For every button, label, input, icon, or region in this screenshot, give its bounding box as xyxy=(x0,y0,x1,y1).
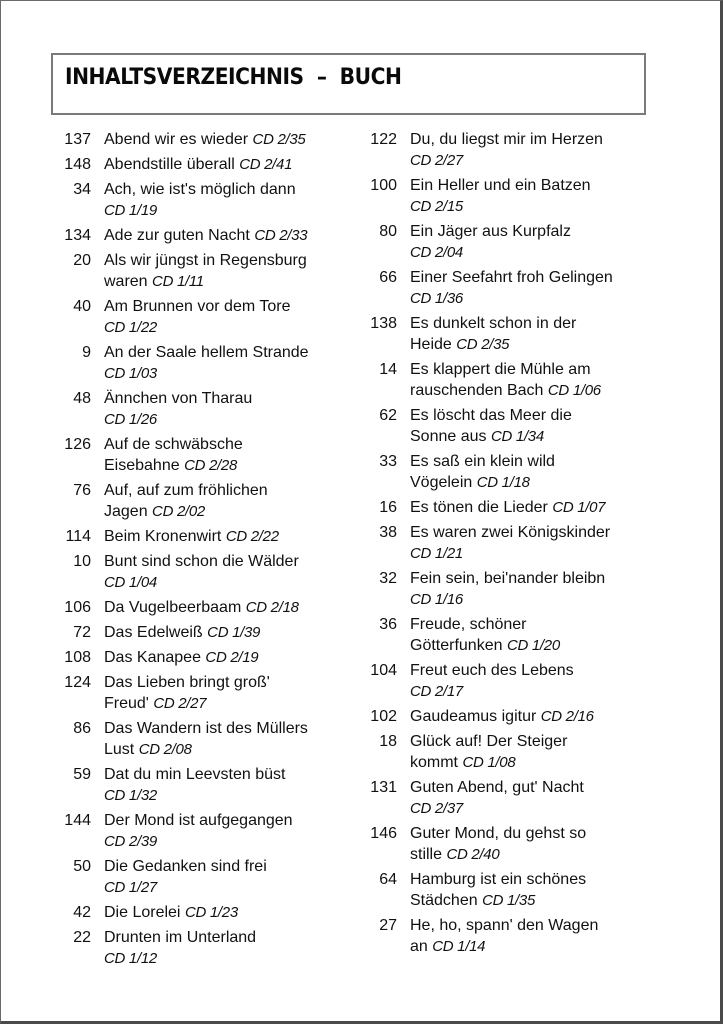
toc-entry xyxy=(357,451,657,493)
toc-entry xyxy=(51,480,361,522)
song-title-line xyxy=(410,890,657,911)
song-title-line xyxy=(410,175,657,196)
song-title-line xyxy=(104,154,361,175)
song-title xyxy=(104,480,361,522)
song-title-line xyxy=(410,472,657,493)
song-title-text: Einer Seefahrt froh Gelingen xyxy=(410,269,613,286)
cd-track-reference: CD 2/15 xyxy=(410,198,463,215)
cd-track-reference: CD 1/06 xyxy=(547,382,601,399)
cd-track-reference: CD 1/27 xyxy=(104,879,157,896)
cd-track-reference: CD 2/37 xyxy=(410,800,463,817)
toc-entry xyxy=(51,342,361,384)
song-title-text: Ein Heller und ein Batzen xyxy=(410,177,591,194)
song-title-line xyxy=(104,572,361,593)
song-title-text: Ännchen von Tharau xyxy=(104,390,253,407)
cd-track-reference: CD 2/35 xyxy=(456,336,510,353)
song-title-line xyxy=(104,902,361,923)
song-title-line xyxy=(410,614,657,635)
cd-track-reference: CD 2/28 xyxy=(184,457,238,474)
song-title-text: Auf, auf zum fröhlichen xyxy=(104,482,268,499)
song-title-text: Gaudeamus igitur xyxy=(410,708,537,725)
song-title-text: Guten Abend, gut' Nacht xyxy=(410,779,584,796)
song-title-line xyxy=(104,501,361,522)
toc-column-left xyxy=(51,129,361,973)
song-title-line xyxy=(410,706,657,727)
song-title-text: an xyxy=(410,938,428,955)
song-title-text: Du, du liegst mir im Herzen xyxy=(410,131,603,148)
page-number: 148 xyxy=(64,156,91,173)
toc-entry xyxy=(51,856,361,898)
song-title xyxy=(410,660,657,702)
toc-entry xyxy=(357,777,657,819)
page-number: 42 xyxy=(73,904,91,921)
song-title-text: Guter Mond, du gehst so xyxy=(410,825,587,842)
song-title-text: Als wir jüngst in Regensburg xyxy=(104,252,307,269)
cd-track-reference: CD 2/18 xyxy=(245,599,299,616)
cd-track-reference: CD 2/27 xyxy=(153,695,207,712)
song-title-text: Es saß ein klein wild xyxy=(410,453,555,470)
cd-track-reference: CD 1/19 xyxy=(104,202,157,219)
song-title xyxy=(104,154,361,175)
cd-track-reference: CD 1/26 xyxy=(104,411,157,428)
song-title xyxy=(410,915,657,957)
cd-track-reference: CD 2/22 xyxy=(225,528,279,545)
song-title-line xyxy=(104,363,361,384)
song-title-line xyxy=(104,622,361,643)
song-title xyxy=(104,129,361,150)
song-title xyxy=(104,647,361,668)
song-title-text: stille xyxy=(410,846,443,863)
cd-track-reference: CD 2/08 xyxy=(138,741,192,758)
page-number: 20 xyxy=(73,252,91,269)
cd-track-reference: CD 1/23 xyxy=(184,904,238,921)
cd-track-reference: CD 1/03 xyxy=(104,365,157,382)
cd-track-reference: CD 1/07 xyxy=(552,499,606,516)
song-title-line xyxy=(104,927,361,948)
cd-track-reference: CD 2/27 xyxy=(410,152,463,169)
song-title-line xyxy=(410,451,657,472)
song-title-line xyxy=(104,672,361,693)
page-number: 48 xyxy=(73,390,91,407)
page-number: 144 xyxy=(64,812,91,829)
cd-track-reference: CD 1/12 xyxy=(104,950,157,967)
song-title-text: Beim Kronenwirt xyxy=(104,528,222,545)
song-title xyxy=(410,129,657,171)
page-number: 66 xyxy=(379,269,397,286)
song-title-line xyxy=(104,856,361,877)
song-title-line xyxy=(104,948,361,969)
song-title-text: Es löscht das Meer die xyxy=(410,407,572,424)
page-number: 102 xyxy=(370,708,397,725)
toc-entry xyxy=(51,927,361,969)
song-title-line xyxy=(410,869,657,890)
song-title-line xyxy=(104,739,361,760)
toc-entry xyxy=(51,154,361,175)
song-title-text: Lust xyxy=(104,741,135,758)
song-title-line xyxy=(104,480,361,501)
song-title xyxy=(410,706,657,727)
cd-track-reference: CD 1/14 xyxy=(432,938,486,955)
song-title xyxy=(104,296,361,338)
page-number: 14 xyxy=(379,361,397,378)
toc-entry xyxy=(51,434,361,476)
page-title: INHALTSVERZEICHNIS – BUCH xyxy=(65,65,402,90)
song-title xyxy=(104,388,361,430)
cd-track-reference: CD 1/22 xyxy=(104,319,157,336)
song-title-text: Hamburg ist ein schönes xyxy=(410,871,587,888)
song-title-line xyxy=(104,317,361,338)
toc-entry xyxy=(357,660,657,702)
toc-entry xyxy=(51,810,361,852)
song-title-text: Drunten im Unterland xyxy=(104,929,257,946)
song-title xyxy=(104,551,361,593)
song-title-line xyxy=(410,221,657,242)
song-title-line xyxy=(410,752,657,773)
song-title-line xyxy=(410,798,657,819)
page-number: 76 xyxy=(73,482,91,499)
toc-entry xyxy=(357,522,657,564)
song-title-line xyxy=(410,731,657,752)
song-title-line xyxy=(104,764,361,785)
song-title-text: Sonne aus xyxy=(410,428,487,445)
page-number: 59 xyxy=(73,766,91,783)
song-title-line xyxy=(410,426,657,447)
song-title-line xyxy=(104,296,361,317)
page-number: 10 xyxy=(73,553,91,570)
song-title-line xyxy=(410,635,657,656)
song-title xyxy=(104,250,361,292)
toc-entry xyxy=(51,718,361,760)
cd-track-reference: CD 1/16 xyxy=(410,591,463,608)
page-number: 100 xyxy=(370,177,397,194)
cd-track-reference: CD 1/11 xyxy=(152,273,204,290)
song-title-text: Es dunkelt schon in der xyxy=(410,315,577,332)
page-number: 131 xyxy=(370,779,397,796)
page-number: 62 xyxy=(379,407,397,424)
song-title-line xyxy=(410,660,657,681)
page-number: 32 xyxy=(379,570,397,587)
page-number: 146 xyxy=(370,825,397,842)
song-title-line xyxy=(104,693,361,714)
song-title-text: He, ho, spann' den Wagen xyxy=(410,917,599,934)
song-title xyxy=(104,810,361,852)
page-number: 137 xyxy=(64,131,91,148)
toc-entry xyxy=(51,622,361,643)
song-title-line xyxy=(410,129,657,150)
cd-track-reference: CD 2/16 xyxy=(540,708,594,725)
song-title-text: rauschenden Bach xyxy=(410,382,544,399)
song-title-line xyxy=(104,551,361,572)
song-title xyxy=(410,522,657,564)
toc-entry xyxy=(357,267,657,309)
toc-entry xyxy=(51,902,361,923)
song-title-text: Eisebahne xyxy=(104,457,180,474)
song-title xyxy=(410,221,657,263)
page-number: 138 xyxy=(370,315,397,332)
toc-entry xyxy=(51,388,361,430)
song-title-text: Fein sein, bei'nander bleibn xyxy=(410,570,606,587)
page-number: 16 xyxy=(379,499,397,516)
song-title-line xyxy=(410,844,657,865)
toc-entry xyxy=(357,405,657,447)
song-title xyxy=(104,672,361,714)
song-title-text: Das Lieben bringt groß' xyxy=(104,674,270,691)
song-title xyxy=(104,764,361,806)
cd-track-reference: CD 1/39 xyxy=(207,624,261,641)
song-title-text: Es tönen die Lieder xyxy=(410,499,548,516)
toc-entry xyxy=(51,597,361,618)
toc-entry xyxy=(51,551,361,593)
page-number: 38 xyxy=(379,524,397,541)
page-number: 18 xyxy=(379,733,397,750)
song-title-line xyxy=(410,288,657,309)
page-number: 40 xyxy=(73,298,91,315)
cd-track-reference: CD 2/04 xyxy=(410,244,463,261)
song-title xyxy=(104,718,361,760)
cd-track-reference: CD 1/36 xyxy=(410,290,463,307)
page-number: 106 xyxy=(64,599,91,616)
cd-track-reference: CD 1/08 xyxy=(462,754,516,771)
page-number: 124 xyxy=(64,674,91,691)
toc-column-right xyxy=(357,129,657,961)
song-title-line xyxy=(410,150,657,171)
page-number: 72 xyxy=(73,624,91,641)
page-number: 50 xyxy=(73,858,91,875)
song-title-text: Es klappert die Mühle am xyxy=(410,361,591,378)
song-title-line xyxy=(104,434,361,455)
page-number: 114 xyxy=(65,528,91,545)
title-box xyxy=(51,53,646,115)
cd-track-reference: CD 1/20 xyxy=(506,637,560,654)
song-title-line xyxy=(410,196,657,217)
song-title-text: Freud' xyxy=(104,695,149,712)
song-title-line xyxy=(410,681,657,702)
song-title-text: Es waren zwei Königskinder xyxy=(410,524,611,541)
song-title-text: Bunt sind schon die Wälder xyxy=(104,553,299,570)
page-number: 122 xyxy=(370,131,397,148)
cd-track-reference: CD 2/35 xyxy=(252,131,306,148)
page-number: 36 xyxy=(379,616,397,633)
song-title-text: Jagen xyxy=(104,503,148,520)
cd-track-reference: CD 2/02 xyxy=(152,503,205,520)
page-number: 33 xyxy=(379,453,397,470)
cd-track-reference: CD 1/21 xyxy=(410,545,463,562)
song-title xyxy=(410,405,657,447)
toc-entry xyxy=(51,647,361,668)
song-title-text: Abendstille überall xyxy=(104,156,235,173)
song-title-text: Am Brunnen vor dem Tore xyxy=(104,298,291,315)
cd-track-reference: CD 1/04 xyxy=(104,574,157,591)
toc-entry xyxy=(357,497,657,518)
song-title-line xyxy=(410,405,657,426)
song-title-text: Das Wandern ist des Müllers xyxy=(104,720,308,737)
song-title xyxy=(104,526,361,547)
song-title-text: Da Vugelbeerbaam xyxy=(104,599,242,616)
song-title-line xyxy=(104,877,361,898)
song-title xyxy=(410,823,657,865)
song-title-text: Abend wir es wieder xyxy=(104,131,249,148)
toc-entry xyxy=(357,706,657,727)
toc-entry xyxy=(357,869,657,911)
song-title-text: Freude, schöner xyxy=(410,616,527,633)
page-number: 126 xyxy=(64,436,91,453)
song-title xyxy=(104,902,361,923)
page-number: 34 xyxy=(73,181,91,198)
song-title xyxy=(104,622,361,643)
song-title-line xyxy=(410,242,657,263)
song-title xyxy=(410,267,657,309)
cd-track-reference: CD 1/32 xyxy=(104,787,157,804)
toc-entry xyxy=(357,313,657,355)
song-title xyxy=(104,856,361,898)
page-number: 64 xyxy=(379,871,397,888)
toc-entry xyxy=(51,672,361,714)
song-title-line xyxy=(410,497,657,518)
toc-entry xyxy=(357,129,657,171)
toc-entry xyxy=(51,764,361,806)
song-title-text: Auf de schwäbsche xyxy=(104,436,243,453)
song-title xyxy=(410,869,657,911)
page-number: 9 xyxy=(82,344,91,361)
song-title-text: Das Kanapee xyxy=(104,649,201,666)
cd-track-reference: CD 1/18 xyxy=(476,474,530,491)
toc-entry xyxy=(357,614,657,656)
toc-entry xyxy=(51,526,361,547)
song-title-text: Ach, wie ist's möglich dann xyxy=(104,181,296,198)
toc-entry xyxy=(51,250,361,292)
song-title-line xyxy=(104,200,361,221)
toc-entry xyxy=(357,175,657,217)
song-title-text: Städchen xyxy=(410,892,478,909)
cd-track-reference: CD 2/40 xyxy=(446,846,500,863)
toc-entry xyxy=(357,359,657,401)
song-title-line xyxy=(104,526,361,547)
song-title-line xyxy=(410,359,657,380)
song-title-line xyxy=(410,522,657,543)
cd-track-reference: CD 2/33 xyxy=(254,227,308,244)
toc-entry xyxy=(357,568,657,610)
song-title-line xyxy=(104,388,361,409)
song-title-line xyxy=(104,225,361,246)
song-title xyxy=(104,342,361,384)
song-title-line xyxy=(410,823,657,844)
toc-entry xyxy=(357,823,657,865)
toc-entry xyxy=(357,915,657,957)
song-title-line xyxy=(410,589,657,610)
song-title-text: Die Lorelei xyxy=(104,904,181,921)
song-title xyxy=(104,927,361,969)
page-number: 134 xyxy=(64,227,91,244)
song-title-line xyxy=(104,785,361,806)
song-title-line xyxy=(104,409,361,430)
song-title-text: Heide xyxy=(410,336,452,353)
song-title-text: kommt xyxy=(410,754,458,771)
song-title xyxy=(410,614,657,656)
cd-track-reference: CD 1/34 xyxy=(490,428,544,445)
song-title-text: An der Saale hellem Strande xyxy=(104,344,309,361)
song-title-text: Der Mond ist aufgegangen xyxy=(104,812,293,829)
song-title xyxy=(410,175,657,217)
cd-track-reference: CD 2/17 xyxy=(410,683,463,700)
song-title-text: Glück auf! Der Steiger xyxy=(410,733,568,750)
page-number: 108 xyxy=(64,649,91,666)
toc-entry xyxy=(51,225,361,246)
song-title-text: Ade zur guten Nacht xyxy=(104,227,250,244)
song-title-line xyxy=(104,455,361,476)
song-title-text: Vögelein xyxy=(410,474,473,491)
song-title-text: Das Edelweiß xyxy=(104,624,203,641)
song-title-line xyxy=(410,936,657,957)
cd-track-reference: CD 2/41 xyxy=(239,156,293,173)
song-title xyxy=(410,497,657,518)
song-title-line xyxy=(410,543,657,564)
song-title xyxy=(410,731,657,773)
page-number: 27 xyxy=(379,917,397,934)
cd-track-reference: CD 1/35 xyxy=(482,892,535,909)
song-title-text: Dat du min Leevsten büst xyxy=(104,766,286,783)
song-title xyxy=(410,313,657,355)
page-number: 104 xyxy=(370,662,397,679)
cd-track-reference: CD 2/39 xyxy=(104,833,157,850)
song-title-text: Freut euch des Lebens xyxy=(410,662,574,679)
song-title-line xyxy=(410,777,657,798)
song-title-text: Götterfunken xyxy=(410,637,503,654)
song-title-line xyxy=(410,915,657,936)
toc-entry xyxy=(51,129,361,150)
song-title-line xyxy=(410,568,657,589)
song-title xyxy=(410,777,657,819)
toc-entry xyxy=(357,221,657,263)
song-title-text: waren xyxy=(104,273,148,290)
song-title-text: Die Gedanken sind frei xyxy=(104,858,267,875)
song-title xyxy=(104,179,361,221)
song-title-line xyxy=(104,831,361,852)
song-title xyxy=(104,597,361,618)
song-title-line xyxy=(104,718,361,739)
song-title-line xyxy=(104,179,361,200)
cd-track-reference: CD 2/19 xyxy=(205,649,259,666)
song-title-line xyxy=(104,597,361,618)
page-number: 80 xyxy=(379,223,397,240)
page-number: 22 xyxy=(73,929,91,946)
song-title-line xyxy=(104,271,361,292)
song-title-line xyxy=(410,267,657,288)
song-title-line xyxy=(104,129,361,150)
song-title-text: Ein Jäger aus Kurpfalz xyxy=(410,223,571,240)
song-title-line xyxy=(410,313,657,334)
song-title-line xyxy=(104,810,361,831)
song-title-line xyxy=(410,380,657,401)
song-title xyxy=(410,568,657,610)
toc-entry xyxy=(51,179,361,221)
page-number: 86 xyxy=(73,720,91,737)
song-title xyxy=(410,451,657,493)
song-title-line xyxy=(104,647,361,668)
toc-entry xyxy=(357,731,657,773)
toc-entry xyxy=(51,296,361,338)
song-title xyxy=(410,359,657,401)
song-title-line xyxy=(104,342,361,363)
song-title-line xyxy=(410,334,657,355)
song-title xyxy=(104,434,361,476)
song-title-line xyxy=(104,250,361,271)
song-title xyxy=(104,225,361,246)
